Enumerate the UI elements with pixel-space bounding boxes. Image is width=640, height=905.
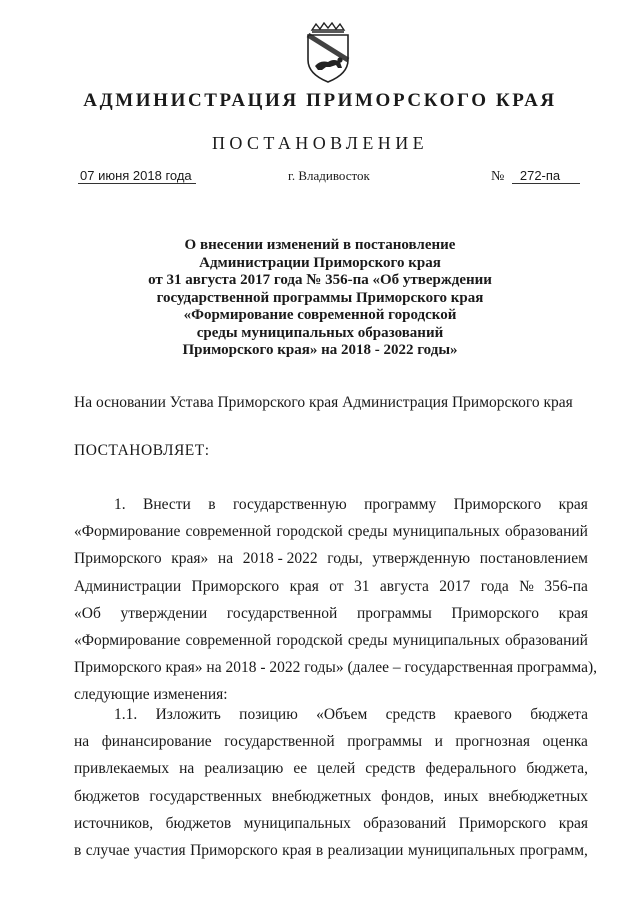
word: Приморского: [74, 550, 162, 568]
word: внебюджетных: [488, 787, 588, 805]
text-line: [74, 837, 588, 864]
text-line: [74, 627, 588, 654]
word: государственных: [149, 787, 262, 805]
word: «Об: [74, 604, 101, 622]
word: бюджетов: [74, 787, 140, 805]
word: 356-па: [544, 577, 588, 595]
document-type-heading: ПОСТАНОВЛЕНИЕ: [211, 133, 429, 153]
number-value: 272-па: [512, 168, 580, 184]
word: бюджета: [530, 706, 588, 723]
word: краевого: [454, 706, 512, 723]
word: края: [289, 577, 319, 595]
text-line: [74, 491, 588, 518]
word: Приморского: [191, 577, 280, 595]
text-line: [74, 573, 588, 600]
text-line: [74, 545, 588, 572]
text-line: [74, 518, 588, 545]
title-line: Администрации Приморского края: [199, 254, 441, 271]
word: муниципальных: [392, 523, 500, 541]
text-line: [74, 600, 588, 627]
word: внебюджетных: [271, 787, 372, 805]
word: реализацию: [204, 760, 284, 778]
word: Приморского: [190, 841, 278, 859]
word: государственной: [224, 733, 335, 751]
word: федерального: [425, 760, 517, 778]
word: источников,: [74, 814, 154, 832]
word: в: [208, 496, 216, 513]
text-line: [74, 810, 588, 837]
word: «Формирование: [74, 523, 181, 541]
word: от: [329, 577, 344, 595]
word: позицию: [239, 706, 298, 723]
word: оценка: [542, 733, 588, 751]
word: 1.1.: [114, 706, 138, 723]
word: и: [434, 733, 443, 751]
word: утвержденную: [372, 550, 471, 568]
word: современной: [185, 631, 272, 649]
text-line: [74, 755, 588, 782]
word: фондов,: [381, 787, 435, 805]
word: участия: [134, 841, 186, 859]
word: программ,: [519, 841, 588, 859]
word: иных: [443, 787, 479, 805]
word: Приморского: [458, 814, 547, 832]
paragraph-1-1: [74, 701, 588, 864]
word: целей: [317, 760, 356, 778]
word: «Формирование: [74, 631, 181, 649]
word: программу: [364, 496, 437, 513]
word: муниципальных: [243, 814, 351, 832]
word: финансирование: [101, 733, 212, 751]
word: №: [519, 577, 534, 595]
word: в: [315, 841, 324, 859]
word: Приморского: [453, 496, 542, 513]
word: городской: [276, 523, 343, 541]
word: средств: [385, 706, 436, 723]
word: Администрации: [74, 577, 182, 595]
word: постановлением: [479, 550, 588, 568]
decree-heading: ПОСТАНОВЛЯЕТ:: [74, 442, 210, 459]
title-line: «Формирование современной городской: [183, 307, 457, 323]
organization-heading: АДМИНИСТРАЦИЯ ПРИМОРСКОГО КРАЯ: [83, 90, 557, 111]
word: среды: [347, 631, 388, 649]
text-line: [74, 701, 588, 728]
document-date: 07 июня 2018 года: [78, 168, 196, 184]
word: Изложить: [155, 706, 221, 723]
document-title: [0, 237, 640, 360]
word: бюджета,: [526, 760, 588, 778]
title-line: государственной программы Приморского края: [156, 289, 484, 306]
word: на: [74, 733, 90, 751]
word: августа: [379, 577, 429, 595]
basis-line: На основании Устава Приморского края Администрация Приморского края: [74, 394, 573, 411]
word: государственной: [226, 604, 338, 622]
word: реализации: [327, 841, 404, 859]
word: 2017: [439, 577, 471, 595]
text-line: [74, 783, 588, 810]
word: привлекаемых: [74, 760, 170, 778]
document-number: [491, 168, 580, 185]
word: образований: [505, 631, 588, 649]
word: современной: [185, 523, 272, 541]
title-line: среды муниципальных образований: [196, 324, 444, 341]
word: годы,: [327, 550, 363, 568]
word: программы: [347, 733, 423, 751]
word: среды: [347, 523, 388, 541]
word: края: [558, 604, 588, 622]
word: 2018 - 2022: [242, 550, 318, 568]
text-line: [74, 728, 588, 755]
title-line: Приморского края» на 2018 - 2022 годы»: [182, 342, 458, 358]
word: прогнозная: [455, 733, 531, 751]
title-line: от 31 августа 2017 года № 356-па «Об утверждении: [148, 272, 492, 288]
word: 31: [353, 577, 370, 595]
word: края»: [171, 550, 209, 568]
coat-of-arms-icon: [302, 22, 354, 84]
word: «Объем: [316, 706, 368, 723]
word: утверждении: [120, 604, 208, 622]
word: Приморского края» на 2018 - 2022 годы» (далее – государственная программа),: [74, 659, 598, 677]
word: муниципальных: [392, 631, 500, 649]
document-city: г. Владивосток: [288, 168, 370, 183]
paragraph-1: [74, 491, 598, 709]
word: края: [558, 496, 588, 513]
title-line: О внесении изменений в постановление: [184, 237, 456, 253]
word: на: [179, 760, 195, 778]
word: 1.: [114, 496, 126, 513]
word: городской: [276, 631, 343, 649]
word: Приморского: [451, 604, 540, 622]
word: муниципальных: [407, 841, 516, 859]
word: Внести: [143, 496, 191, 513]
word: на: [217, 550, 234, 568]
number-sign: №: [491, 169, 505, 184]
word: образований: [505, 523, 588, 541]
word: государственную: [232, 496, 347, 513]
word: случае: [85, 841, 130, 859]
word: программы: [356, 604, 432, 622]
word: следующие изменения:: [74, 686, 228, 704]
word: края: [558, 814, 588, 832]
word: ее: [293, 760, 308, 778]
text-line: [74, 654, 598, 681]
word: края: [282, 841, 312, 859]
word: образований: [363, 814, 447, 832]
word: бюджетов: [165, 814, 232, 832]
word: года: [480, 577, 509, 595]
word: в: [74, 841, 82, 859]
word: средств: [365, 760, 416, 778]
